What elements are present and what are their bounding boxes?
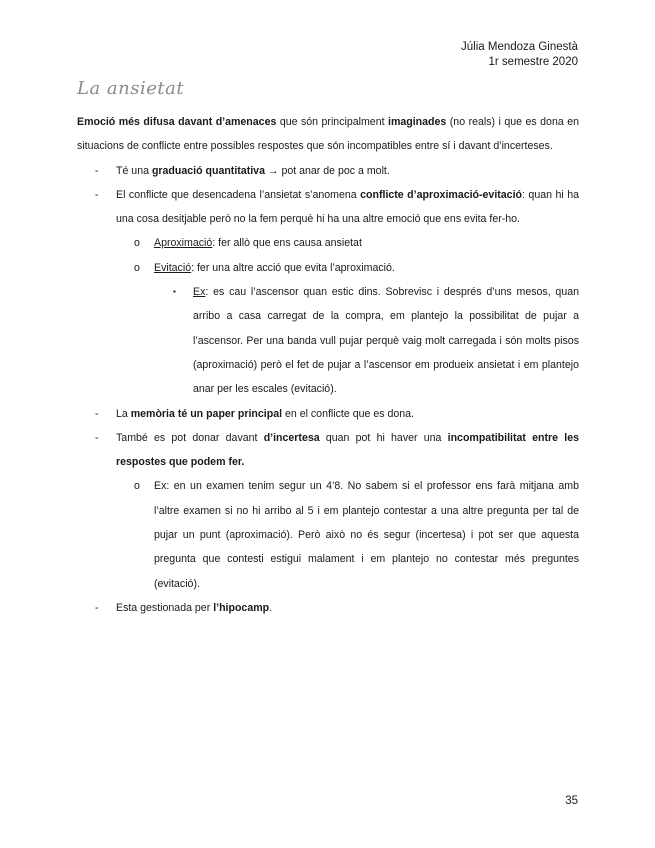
- bullet-marker: ▪: [173, 287, 176, 297]
- bullet-marker: o: [134, 237, 140, 250]
- semester-label: 1r semestre 2020: [488, 56, 578, 68]
- bullet-marker: o: [134, 261, 140, 274]
- item-text: en el conflicte que es dona.: [282, 407, 414, 420]
- list-item: [77, 402, 579, 426]
- bullet-marker: -: [95, 601, 99, 614]
- bullet-marker: -: [95, 188, 99, 201]
- item-text: → pot anar de poc a molt.: [264, 164, 390, 177]
- document-body: [77, 110, 579, 620]
- item-bold: incompatibilitat entre les respostes que podem fer.: [116, 431, 579, 469]
- item-text: La: [116, 407, 131, 420]
- list-item: [77, 183, 579, 232]
- item-underlined: Ex: [193, 286, 206, 299]
- item-text: També es pot donar davant: [116, 431, 264, 444]
- author-name: Júlia Mendoza Ginestà: [461, 41, 578, 53]
- page-number: 35: [565, 795, 578, 807]
- item-bold: conflicte d’aproximació-evitació: [360, 188, 522, 201]
- item-text: : fer una altre acció que evita l’aproximació.: [191, 261, 395, 274]
- item-text: El conflicte que desencadena l’ansietat s’anomena: [116, 188, 361, 201]
- bullet-marker: -: [95, 164, 99, 177]
- list-item: [77, 474, 579, 595]
- item-bold: memòria té un paper principal: [130, 407, 283, 420]
- list-item: [77, 231, 579, 255]
- list-item: [77, 159, 579, 183]
- item-text: .: [269, 601, 273, 614]
- bullet-marker: o: [134, 480, 140, 493]
- item-text: Ex: en un examen tenim segur un 4’8. No sabem si el professor ens farà mitjana amb l’altre examen si no hi arribo al 5 i em plantejo contestar a una altre pregunta per tal de pujar un punt (aproximació). Però això no és segur (incertesa) i pot ser que aquesta pregunta que contesti estigui malament i em plantejo no contestar més preguntes (evitació).: [154, 480, 579, 590]
- item-text: : es cau l’ascensor quan estic dins. Sobrevisc i després d’uns mesos, quan arribo a casa carregat de la compra, em plantejo la possibilitat de pujar a l’ascensor. Per una banda vull pujar perquè vaig molt carregada i són molts pisos (aproximació) però el fet de pujar a l’ascensor em produeix ansietat i em plantejo anar per les escales (evitació).: [193, 286, 579, 396]
- item-text: : fer allò que ens causa ansietat: [212, 237, 362, 250]
- intro-paragraph: [77, 110, 579, 159]
- item-underlined: Aproximació: [154, 237, 213, 250]
- list-item: [77, 256, 579, 280]
- item-bold: graduació quantitativa: [151, 164, 265, 177]
- list-item: [77, 426, 579, 475]
- intro-text-2: (no reals) i que es dona en situacions de conflicte entre possibles respostes que són incompatibles entre sí i davant d’incerteses.: [77, 116, 579, 153]
- intro-bold-1: Emoció més difusa davant d’amenaces: [77, 116, 277, 128]
- list-item: [77, 280, 579, 401]
- item-text: Esta gestionada per: [116, 601, 214, 614]
- bullet-marker: -: [95, 431, 99, 444]
- section-title: La ansietat: [77, 78, 185, 99]
- intro-bold-2: imaginades: [388, 116, 447, 128]
- item-text: quan pot hi haver una: [319, 431, 448, 444]
- item-bold: d’incertesa: [263, 431, 320, 444]
- item-underlined: Evitació: [154, 261, 192, 274]
- item-text: : quan hi ha una cosa desitjable però no la fem perquè hi ha una altre emoció que ens evita fer-ho.: [116, 188, 580, 226]
- page-header: [461, 40, 578, 70]
- intro-text-1: que són principalment: [276, 116, 389, 128]
- item-text: Té una: [116, 164, 152, 177]
- bullet-marker: -: [95, 407, 99, 420]
- list-item: [77, 596, 579, 620]
- item-bold: l’hipocamp: [213, 601, 270, 614]
